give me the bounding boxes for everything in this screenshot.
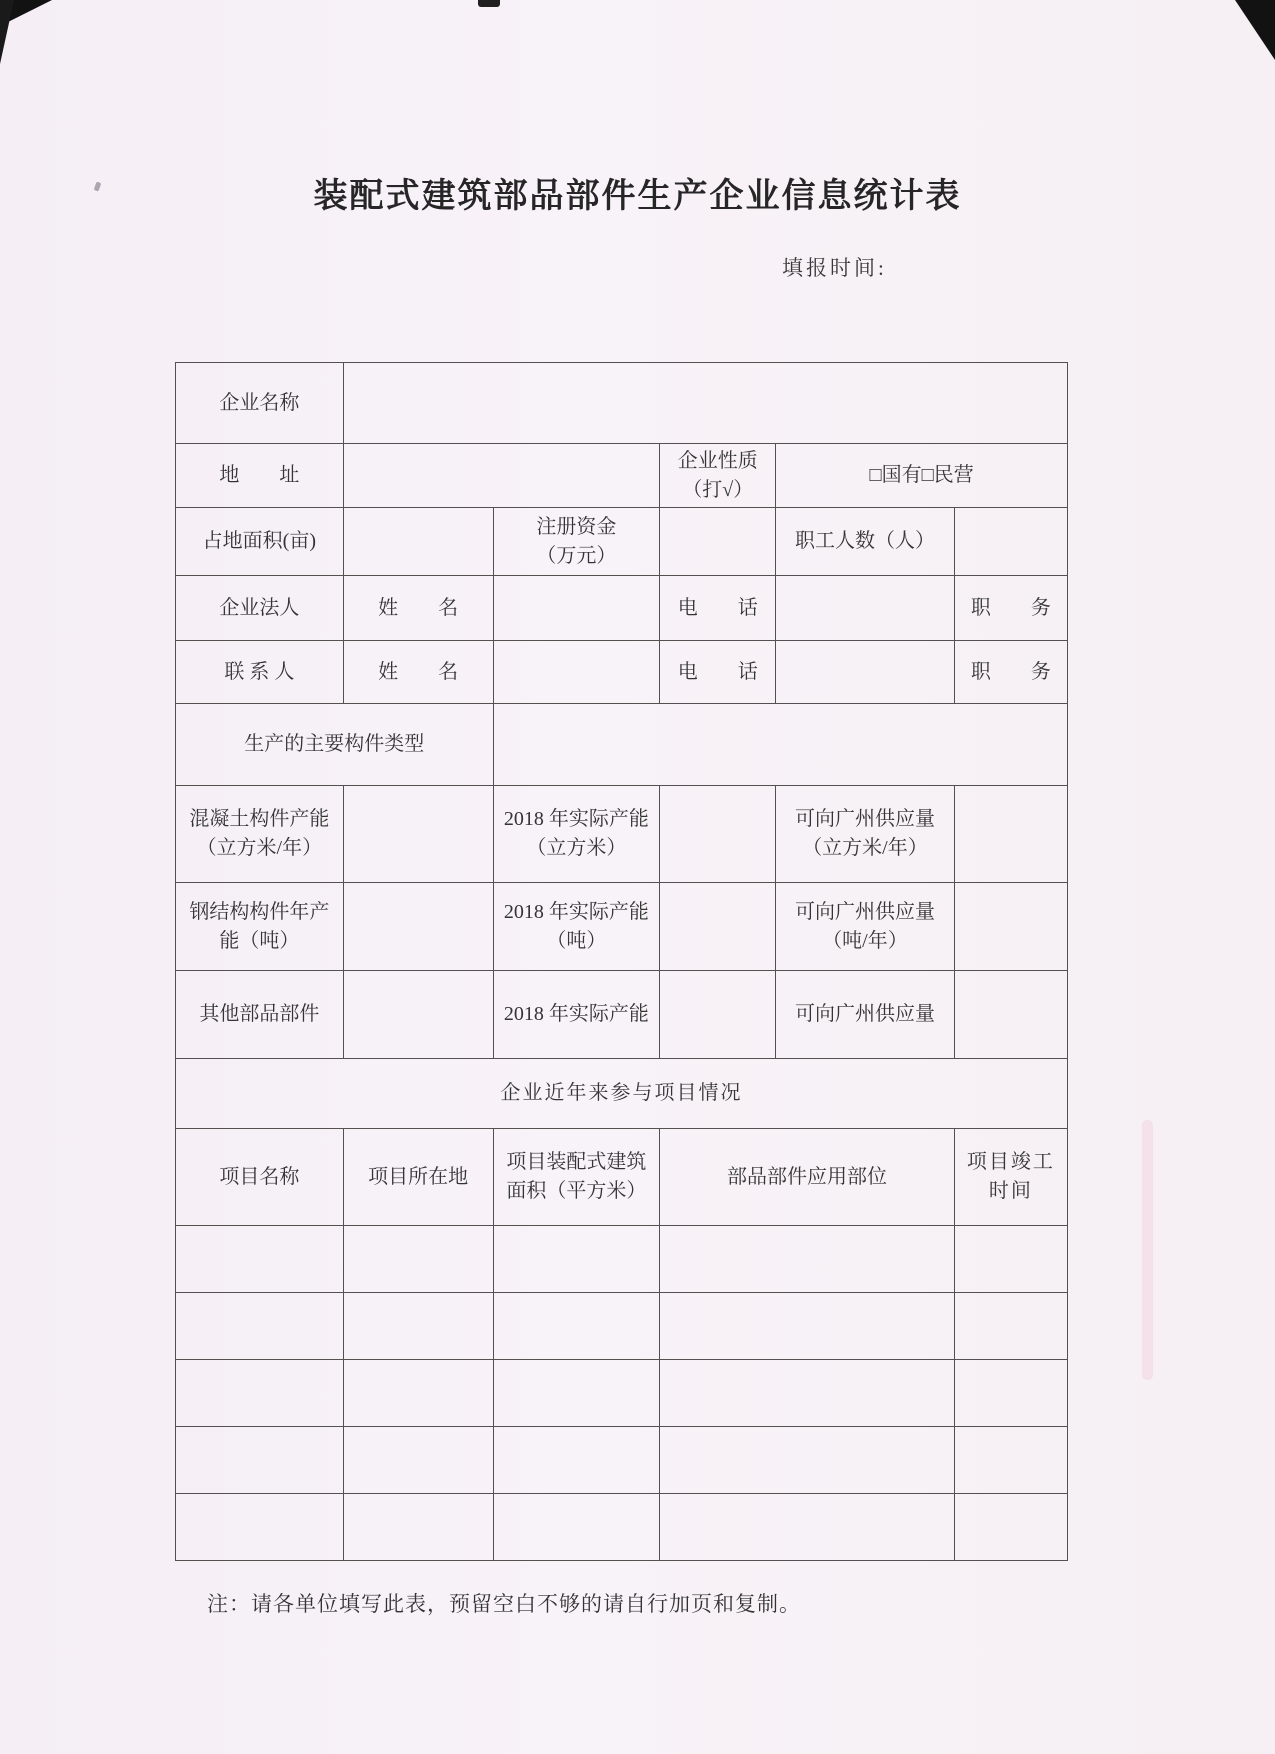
empty-cell: [493, 1226, 660, 1293]
land-area-label: 占地面积(亩): [176, 508, 344, 576]
projects-section-row: [176, 1059, 1068, 1129]
area-capital-staff-row: [176, 508, 1068, 576]
company-name-row: [176, 363, 1068, 444]
contact-person-name-value-cell: [493, 641, 660, 704]
empty-cell: [176, 1293, 344, 1360]
registered-capital-value-cell: [660, 508, 776, 576]
contact-person-phone-label: 电 话: [660, 641, 776, 704]
empty-cell: [660, 1226, 954, 1293]
contact-person-position-label: 职 务: [954, 641, 1067, 704]
empty-cell: [493, 1427, 660, 1494]
legal-person-row: [176, 576, 1068, 641]
legal-person-phone-label: 电 话: [660, 576, 776, 641]
enterprise-info-table: [175, 362, 1068, 1561]
address-label: 地 址: [176, 444, 344, 508]
projects-section-title: 企业近年来参与项目情况: [176, 1059, 1068, 1129]
empty-cell: [493, 1360, 660, 1427]
empty-cell: [660, 1494, 954, 1561]
concrete-actual-value-cell: [660, 786, 776, 883]
registered-capital-line2: （万元）: [536, 544, 617, 567]
company-name-value-cell: [343, 363, 1067, 444]
main-components-row: [176, 704, 1068, 786]
empty-cell: [954, 1494, 1067, 1561]
other-parts-label: 其他部品部件: [176, 971, 344, 1059]
other-actual-label: 2018 年实际产能: [493, 971, 660, 1059]
registered-capital-line1: 注册资金: [536, 515, 617, 538]
empty-cell: [493, 1293, 660, 1360]
empty-cell: [954, 1226, 1067, 1293]
company-name-label: 企业名称: [176, 363, 344, 444]
contact-person-row: [176, 641, 1068, 704]
legal-person-name-value-cell: [493, 576, 660, 641]
project-area-header: 项目装配式建筑面积（平方米）: [493, 1129, 660, 1226]
concrete-capacity-label: 混凝土构件产能（立方米/年）: [176, 786, 344, 883]
empty-cell: [176, 1494, 344, 1561]
concrete-capacity-row: [176, 786, 1068, 883]
contact-person-label: 联 系 人: [176, 641, 344, 704]
enterprise-nature-options: □国有□民营: [776, 444, 1068, 508]
concrete-actual-label: 2018 年实际产能（立方米）: [493, 786, 660, 883]
fill-date-label: 填报时间:: [782, 256, 887, 280]
empty-cell: [954, 1293, 1067, 1360]
legal-person-phone-value-cell: [776, 576, 954, 641]
empty-cell: [176, 1226, 344, 1293]
contact-person-phone-value-cell: [776, 641, 954, 704]
empty-project-row-4: [176, 1427, 1068, 1494]
address-row: [176, 444, 1068, 508]
land-area-value-cell: [343, 508, 493, 576]
enterprise-nature-line2: （打√）: [682, 478, 754, 501]
empty-cell: [343, 1293, 493, 1360]
steel-supply-label: 可向广州供应量（吨/年）: [776, 883, 954, 971]
empty-project-row-1: [176, 1226, 1068, 1293]
enterprise-nature-line1: 企业性质: [677, 449, 758, 472]
concrete-supply-value-cell: [954, 786, 1067, 883]
steel-actual-value-cell: [660, 883, 776, 971]
steel-capacity-value-cell: [343, 883, 493, 971]
project-name-header: 项目名称: [176, 1129, 344, 1226]
other-parts-row: [176, 971, 1068, 1059]
enterprise-nature-label: [660, 444, 776, 508]
form-title: 装配式建筑部品部件生产企业信息统计表: [313, 177, 962, 215]
steel-actual-label: 2018 年实际产能（吨）: [493, 883, 660, 971]
staff-count-value-cell: [954, 508, 1067, 576]
empty-cell: [660, 1360, 954, 1427]
empty-cell: [493, 1494, 660, 1561]
empty-cell: [954, 1360, 1067, 1427]
empty-cell: [176, 1360, 344, 1427]
other-parts-value-cell: [343, 971, 493, 1059]
scan-artifact-top-tick: [478, 0, 500, 7]
other-supply-value-cell: [954, 971, 1067, 1059]
concrete-capacity-value-cell: [343, 786, 493, 883]
main-components-label: 生产的主要构件类型: [176, 704, 494, 786]
contact-person-name-label: 姓 名: [343, 641, 493, 704]
registered-capital-label: [493, 508, 660, 576]
project-completion-header: 项目竣工时间: [954, 1129, 1067, 1226]
empty-cell: [343, 1427, 493, 1494]
empty-cell: [343, 1494, 493, 1561]
other-supply-label: 可向广州供应量: [776, 971, 954, 1059]
scan-artifact-top-right: [1235, 0, 1275, 60]
project-location-header: 项目所在地: [343, 1129, 493, 1226]
steel-capacity-label: 钢结构构件年产能（吨）: [176, 883, 344, 971]
legal-person-name-label: 姓 名: [343, 576, 493, 641]
concrete-supply-label: 可向广州供应量（立方米/年）: [776, 786, 954, 883]
steel-capacity-row: [176, 883, 1068, 971]
steel-supply-value-cell: [954, 883, 1067, 971]
main-components-value-cell: [493, 704, 1067, 786]
empty-cell: [343, 1226, 493, 1293]
project-header-row: [176, 1129, 1068, 1226]
legal-person-position-label: 职 务: [954, 576, 1067, 641]
empty-cell: [660, 1427, 954, 1494]
scan-artifact-pink-streak: [1142, 1120, 1153, 1380]
empty-project-row-5: [176, 1494, 1068, 1561]
empty-cell: [660, 1293, 954, 1360]
address-value-cell: [343, 444, 660, 508]
other-actual-value-cell: [660, 971, 776, 1059]
staff-count-label: 职工人数（人）: [776, 508, 954, 576]
project-application-header: 部品部件应用部位: [660, 1129, 954, 1226]
empty-project-row-3: [176, 1360, 1068, 1427]
legal-person-label: 企业法人: [176, 576, 344, 641]
empty-cell: [954, 1427, 1067, 1494]
empty-project-row-2: [176, 1293, 1068, 1360]
footnote: 注：请各单位填写此表，预留空白不够的请自行加页和复制。: [207, 1592, 801, 1616]
empty-cell: [176, 1427, 344, 1494]
scan-artifact-top-left-edge: [0, 0, 14, 64]
empty-cell: [343, 1360, 493, 1427]
